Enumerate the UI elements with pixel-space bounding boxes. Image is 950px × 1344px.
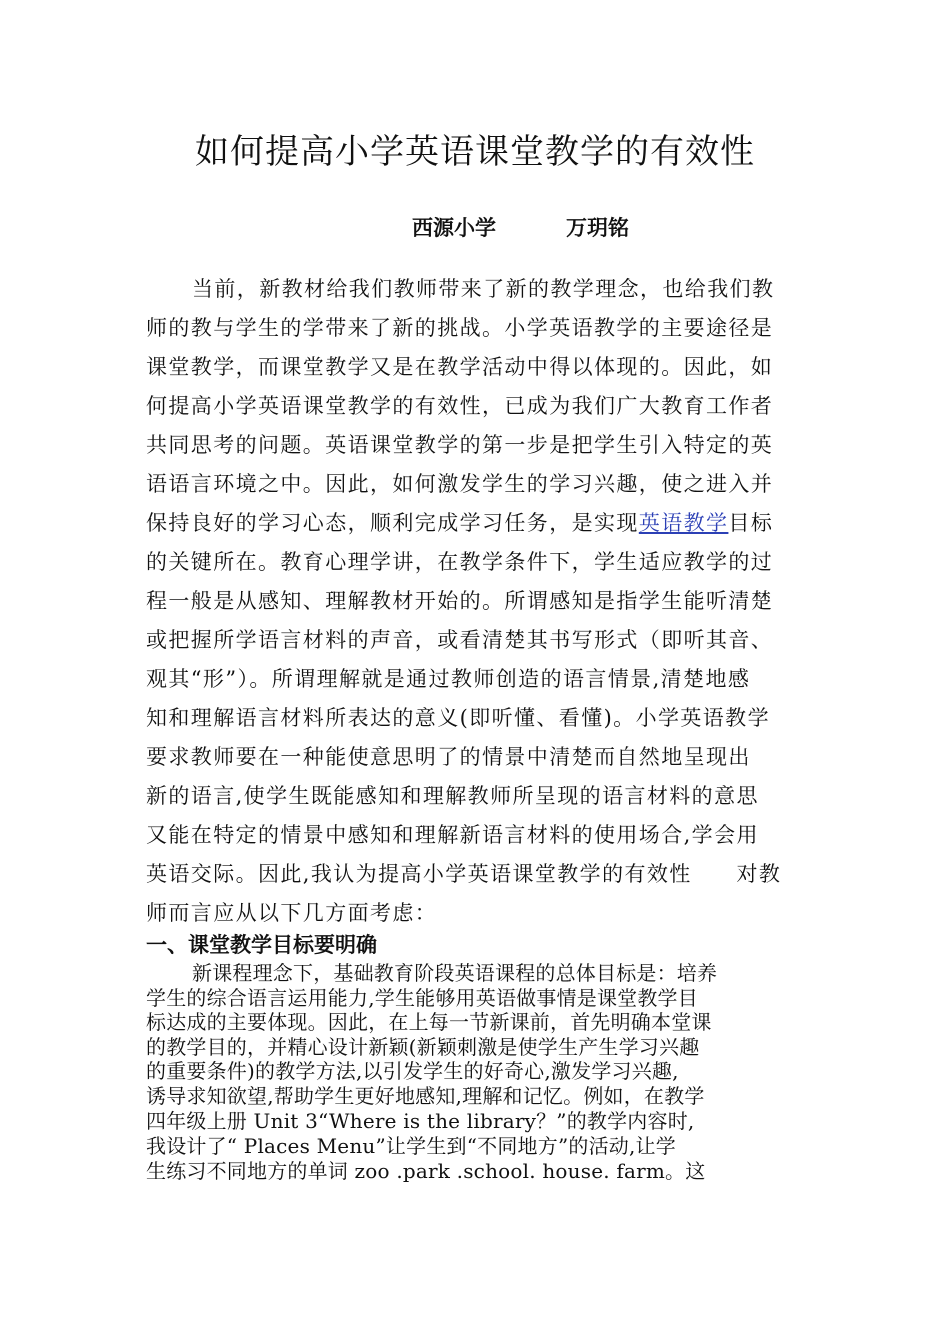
text-line: 共同思考的问题。英语课堂教学的第一步是把学生引入特定的英 — [146, 433, 774, 457]
text-line: 诱导求知欲望,帮助学生更好地感知,理解和记忆。例如，在教学 — [146, 1084, 705, 1108]
text-line: 当前，新教材给我们教师带来了新的教学理念，也给我们教 — [192, 277, 775, 301]
text-line: 我设计了“ Places Menu”让学生到“不同地方”的活动,让学 — [146, 1134, 676, 1158]
text-line: 的教学目的，并精心设计新颖(新颖刺激是使学生产生学习兴趣 — [146, 1035, 700, 1059]
text-line: 标达成的主要体现。因此，在上每一节新课前，首先明确本堂课 — [146, 1010, 712, 1034]
author-name: 万玥铭 — [566, 215, 629, 240]
text-line: 语语言环境之中。因此，如何激发学生的学习兴趣，使之进入并 — [146, 472, 774, 496]
text-line: 课堂教学，而课堂教学又是在教学活动中得以体现的。因此，如 — [146, 355, 774, 379]
text-line: 师的教与学生的学带来了新的挑战。小学英语教学的主要途径是 — [146, 316, 774, 340]
text-line: 四年级上册 Unit 3“Where is the library？”的教学内容时, — [146, 1109, 695, 1133]
page-title: 如何提高小学英语课堂教学的有效性 — [195, 132, 755, 172]
text-line: 学生的综合语言运用能力,学生能够用英语做事情是课堂教学目 — [146, 986, 698, 1010]
link-line-after: 目标 — [728, 511, 774, 535]
text-line: 要求教师要在一种能使意思明了的情景中清楚而自然地呈现出 — [146, 745, 751, 769]
text-line: 的重要条件)的教学方法,以引发学生的好奇心,激发学习兴趣, — [146, 1059, 679, 1083]
text-line: 观其“形”）。所谓理解就是通过教师创造的语言情景,清楚地感 — [146, 667, 751, 691]
text-line: 新的语言,使学生既能感知和理解教师所呈现的语言材料的意思 — [146, 784, 759, 808]
section-heading: 一、课堂教学目标要明确 — [146, 932, 377, 957]
text-line-with-link — [146, 507, 773, 537]
text-line: 新课程理念下，基础教育阶段英语课程的总体目标是：培养 — [192, 961, 718, 985]
english-teaching-link[interactable]: 英语教学 — [638, 511, 729, 535]
text-line: 英语交际。因此,我认为提高小学英语课堂教学的有效性 对教 — [146, 862, 782, 886]
link-line-before: 保持良好的学习心态，顺利完成学习任务，是实现 — [146, 511, 639, 535]
text-line: 或把握所学语言材料的声音，或看清楚其书写形式（即听其音、 — [146, 628, 774, 652]
text-line: 生练习不同地方的单词 zoo .park .school. house. farm。这 — [146, 1159, 706, 1183]
text-line: 程一般是从感知、理解教材开始的。所谓感知是指学生能听清楚 — [146, 589, 774, 613]
text-line: 师而言应从以下几方面考虑： — [146, 901, 438, 925]
text-line: 又能在特定的情景中感知和理解新语言材料的使用场合,学会用 — [146, 823, 759, 847]
text-line: 何提高小学英语课堂教学的有效性，已成为我们广大教育工作者 — [146, 394, 774, 418]
author-school: 西源小学 — [412, 215, 496, 240]
text-line: 的关键所在。教育心理学讲，在教学条件下，学生适应教学的过 — [146, 550, 774, 574]
text-line: 知和理解语言材料所表达的意义(即听懂、看懂)。小学英语教学 — [146, 706, 770, 730]
